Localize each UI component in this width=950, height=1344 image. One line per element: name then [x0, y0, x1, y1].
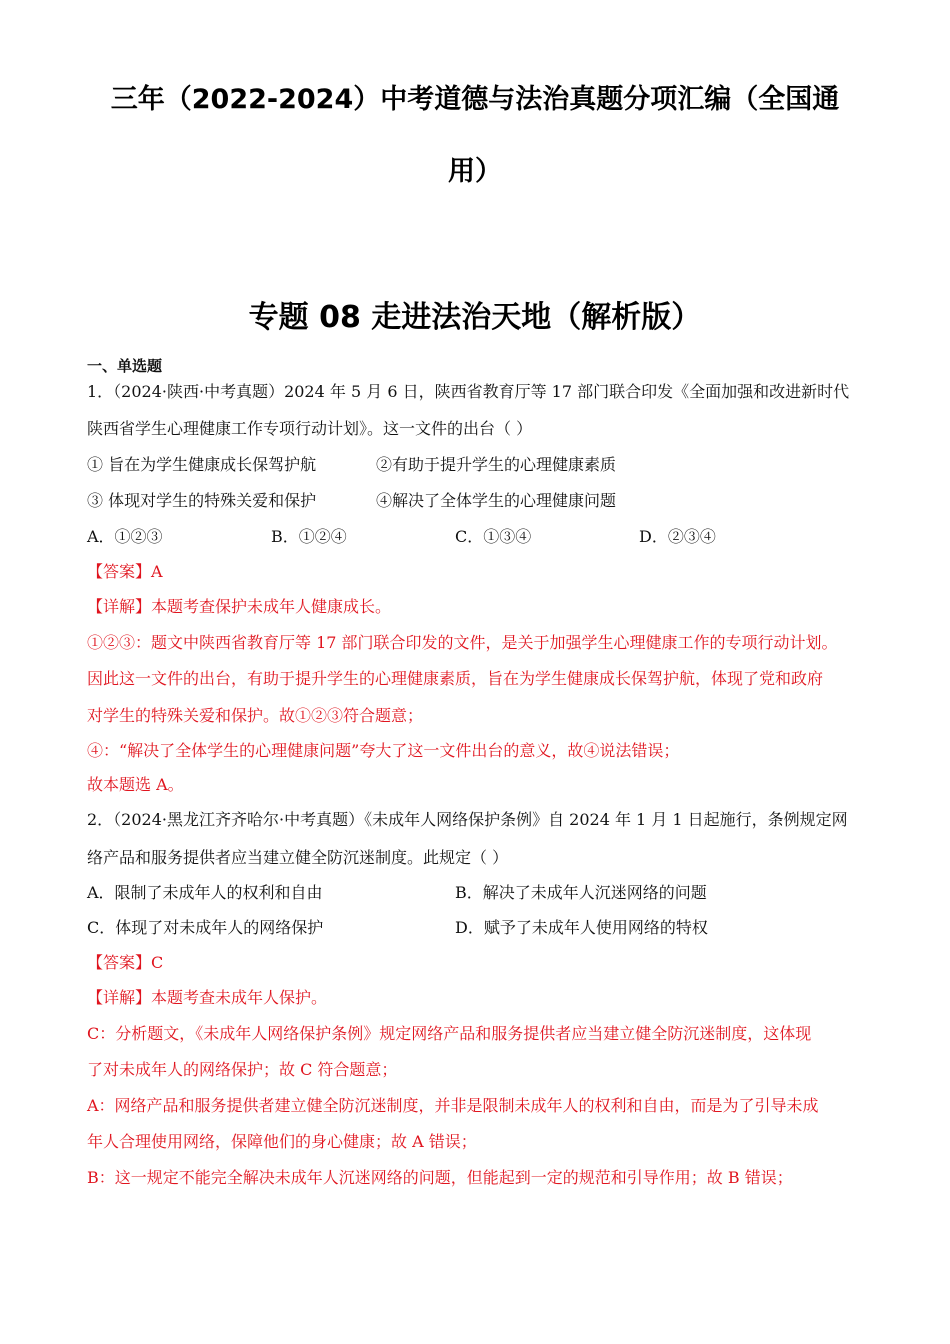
q2-option-b: B．解决了未成年人沉迷网络的问题: [455, 883, 707, 902]
q2-explanation-line1: C：分析题文，《未成年人网络保护条例》规定网络产品和服务提供者应当建立健全防沉迷制度，这体现: [87, 1024, 812, 1043]
doc-title-line2: 用）: [448, 156, 502, 187]
q1-item-1: ① 旨在为学生健康成长保驾护航: [87, 455, 317, 474]
doc-subtitle: 专题 08 走进法治天地（解析版）: [248, 300, 702, 335]
doc-title-line1: 三年（2022-2024）中考道德与法治真题分项汇编（全国通: [110, 84, 840, 115]
q1-explanation-line4: ④：“解决了全体学生的心理健康问题”夸大了这一文件出台的意义，故④说法错误；: [87, 741, 680, 760]
section-heading: 一、单选题: [87, 357, 163, 375]
q1-explanation-line3: 对学生的特殊关爱和保护。故①②③符合题意；: [87, 706, 424, 725]
q1-answer: 【答案】A: [87, 562, 163, 581]
q1-detail: 【详解】本题考查保护未成年人健康成长。: [87, 597, 392, 616]
q2-explanation-line5: B：这一规定不能完全解决未成年人沉迷网络的问题，但能起到一定的规范和引导作用；故 B 错误；: [87, 1168, 793, 1187]
q1-option-c: C．①③④: [455, 527, 532, 546]
q2-stem-line1: 2．（2024·黑龙江齐齐哈尔·中考真题）《未成年人网络保护条例》自 2024 年 1 月 1 日起施行，条例规定网: [87, 810, 848, 829]
q1-item-2: ②有助于提升学生的心理健康素质: [376, 455, 617, 474]
q1-explanation-line2: 因此这一文件的出台，有助于提升学生的心理健康素质，旨在为学生健康成长保驾护航，体现了党和政府: [87, 669, 824, 688]
q1-stem-line1: 1．（2024·陕西·中考真题）2024 年 5 月 6 日，陕西省教育厅等 17 部门联合印发《全面加强和改进新时代: [87, 382, 850, 401]
q2-option-c: C．体现了对未成年人的网络保护: [87, 918, 324, 937]
q1-item-4: ④解决了全体学生的心理健康问题: [376, 491, 617, 510]
q1-explanation-line1: ①②③：题文中陕西省教育厅等 17 部门联合印发的文件，是关于加强学生心理健康工作的专项行动计划。: [87, 633, 838, 652]
q2-explanation-line3: A：网络产品和服务提供者建立健全防沉迷制度，并非是限制未成年人的权利和自由，而是为了引导未成: [87, 1096, 819, 1115]
q1-option-d: D．②③④: [639, 527, 716, 546]
q1-option-a: A．①②③: [87, 527, 163, 546]
q2-explanation-line2: 了对未成年人的网络保护；故 C 符合题意；: [87, 1060, 398, 1079]
q1-stem-line2: 陕西省学生心理健康工作专项行动计划》。这一文件的出台（ ）: [87, 419, 533, 438]
q2-answer: 【答案】C: [87, 953, 164, 972]
q1-option-b: B．①②④: [271, 527, 347, 546]
q2-option-d: D．赋予了未成年人使用网络的特权: [455, 918, 708, 937]
q1-explanation-line5: 故本题选 A。: [87, 775, 184, 794]
q2-option-a: A．限制了未成年人的权利和自由: [87, 883, 323, 902]
q2-explanation-line4: 年人合理使用网络，保障他们的身心健康；故 A 错误；: [87, 1132, 477, 1151]
q2-detail: 【详解】本题考查未成年人保护。: [87, 988, 328, 1007]
q2-stem-line2: 络产品和服务提供者应当建立健全防沉迷制度。此规定（ ）: [87, 848, 509, 867]
q1-item-3: ③ 体现对学生的特殊关爱和保护: [87, 491, 317, 510]
